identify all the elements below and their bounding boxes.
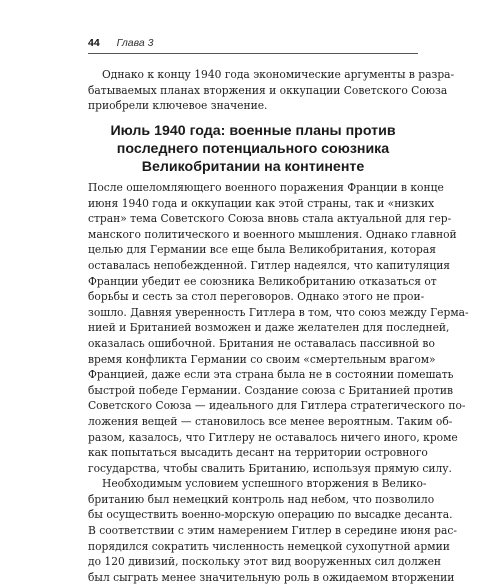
page-number: 44 xyxy=(88,37,100,49)
text-line: оставалась непобежденной. Гитлер надеялся, что капитуляция xyxy=(88,258,451,272)
header-rule xyxy=(88,53,418,54)
text-line: был сыграть менее значительную роль в ожидаемом вторжении xyxy=(88,570,455,584)
text-line: целью для Германии все еще была Великобритания, которая xyxy=(88,243,437,257)
text-line: ложения вещей — становилось все менее вероятным. Таким об- xyxy=(88,414,453,428)
text-line: борьбы и сесть за стол переговоров. Однако этого не прои- xyxy=(88,290,425,304)
text-line: Францией, даже если эта страна была не в состоянии помешать xyxy=(88,368,454,382)
text-line: В соответствии с этим намерением Гитлер в середине июня рас- xyxy=(88,524,457,538)
text-line: разом, казалось, что Гитлеру не оставалось ничего иного, кроме xyxy=(88,430,458,444)
text-line: Франции убедит ее союзника Великобританию отказаться от xyxy=(88,274,437,288)
text-line: манского политического и военного мышления. Однако главной xyxy=(88,227,457,241)
text-line: как попытаться высадить десант на территории островного xyxy=(88,446,428,460)
text-line: время конфликта Германии со своим «смертельным врагом» xyxy=(88,352,436,366)
text-line: государства, чтобы свалить Британию, используя прямую силу. xyxy=(88,461,452,475)
text-line: батываемых планах вторжения и оккупации Советского Союза xyxy=(88,83,448,97)
text-line: июня 1940 года и оккупации как этой страны, так и «низких xyxy=(88,196,435,210)
heading-line: Июль 1940 года: военные планы против xyxy=(110,123,396,139)
text-line: бы осуществить военно-морскую операцию по высадке десанта. xyxy=(88,508,453,522)
text-line: порядился сократить численность немецкой сухопутной армии xyxy=(88,539,450,553)
text-line: британию был немецкий контроль над небом, что позволило xyxy=(88,492,435,506)
intro-paragraph xyxy=(88,67,455,114)
text-line: приобрели ключевое значение. xyxy=(88,99,268,113)
text-line: Советского Союза — идеального для Гитлера стратегического по- xyxy=(88,399,466,413)
body-text xyxy=(88,180,469,585)
text-line: оказалась ошибочной. Британия не оставалась пассивной во xyxy=(88,336,435,350)
section-heading xyxy=(88,122,418,176)
running-head xyxy=(88,36,418,50)
text-line: нией и Британией возможен и даже желателен для последней, xyxy=(88,321,450,335)
heading-line: последнего потенциального союзника xyxy=(116,141,390,157)
text-line: стран» тема Советского Союза вновь стала актуальной для гер- xyxy=(88,212,452,226)
text-line: Необходимым условием успешного вторжения в Велико- xyxy=(102,477,427,491)
text-line: Однако к концу 1940 года экономические аргументы в разра- xyxy=(102,68,455,81)
text-line: до 120 дивизий, поскольку этот вид вооруженных сил должен xyxy=(88,555,442,569)
chapter-label: Глава 3 xyxy=(116,37,154,49)
text-line: быстрой победе Германии. Создание союза с Британией против xyxy=(88,383,454,397)
text-line: После ошеломляющего военного поражения Франции в конце xyxy=(88,181,444,194)
text-line: зошло. Давняя уверенность Гитлера в том, что союз между Герма- xyxy=(88,305,469,319)
heading-line: Великобритании на континенте xyxy=(141,159,365,175)
